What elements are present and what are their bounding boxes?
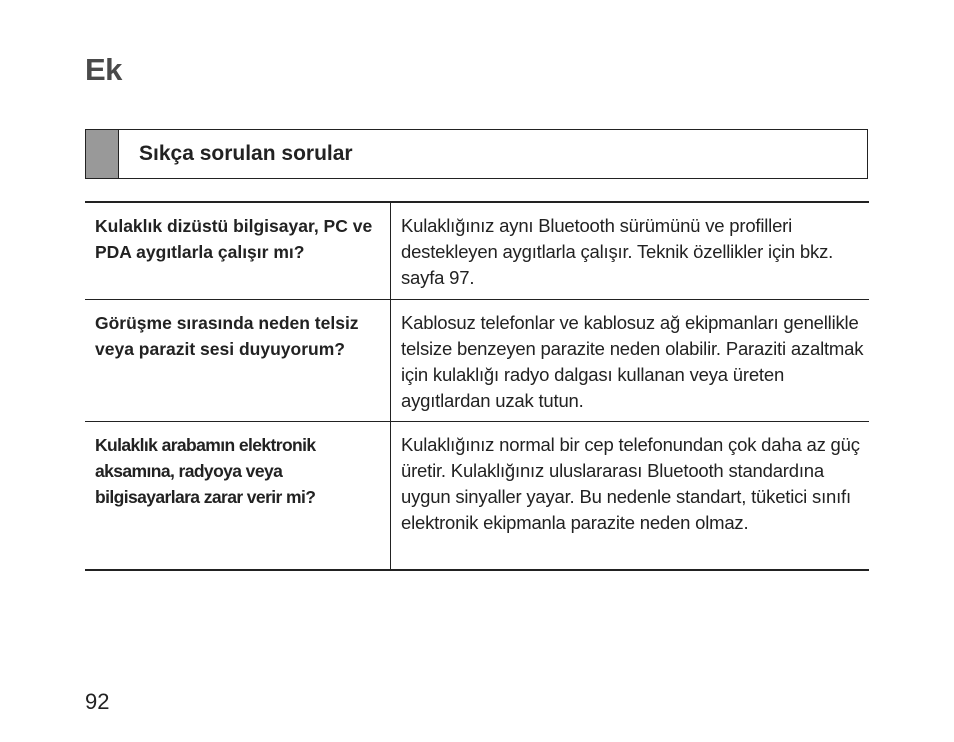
chapter-title: Ek <box>85 52 122 87</box>
page-number: 92 <box>85 689 110 714</box>
faq-question: Görüşme sırasında neden telsiz veya parazit sesi duyuyorum? <box>85 300 391 422</box>
faq-table <box>85 201 869 571</box>
faq-answer: Kulaklığınız normal bir cep telefonundan çok daha az güç üretir. Kulaklığınız uluslararası Bluetooth standardına uygun sinyaller yayar. Bu nedenle standart, tüketici sınıfı elektronik ekipmanla parazite neden olmaz. <box>391 422 870 571</box>
faq-row <box>85 300 869 422</box>
section-marker <box>86 130 119 178</box>
faq-row <box>85 202 869 300</box>
faq-row <box>85 422 869 571</box>
section-title: Sıkça sorulan sorular <box>139 142 353 165</box>
faq-answer: Kulaklığınız aynı Bluetooth sürümünü ve profilleri destekleyen aygıtlarla çalışır. Teknik özellikler için bkz. sayfa 97. <box>401 215 834 288</box>
faq-question: Kulaklık dizüstü bilgisayar, PC ve PDA aygıtlarla çalışır mı? <box>85 202 391 300</box>
section-header <box>85 129 868 179</box>
faq-answer: Kablosuz telefonlar ve kablosuz ağ ekipmanları genellikle telsize benzeyen parazite neden olabilir. Paraziti azaltmak için kulaklığı radyo dalgası kullanan veya üreten aygıtlardan uzak tutun. <box>391 300 870 422</box>
faq-question: Kulaklık arabamın elektronik aksamına, radyoya veya bilgisayarlara zarar verir mi? <box>85 422 391 571</box>
